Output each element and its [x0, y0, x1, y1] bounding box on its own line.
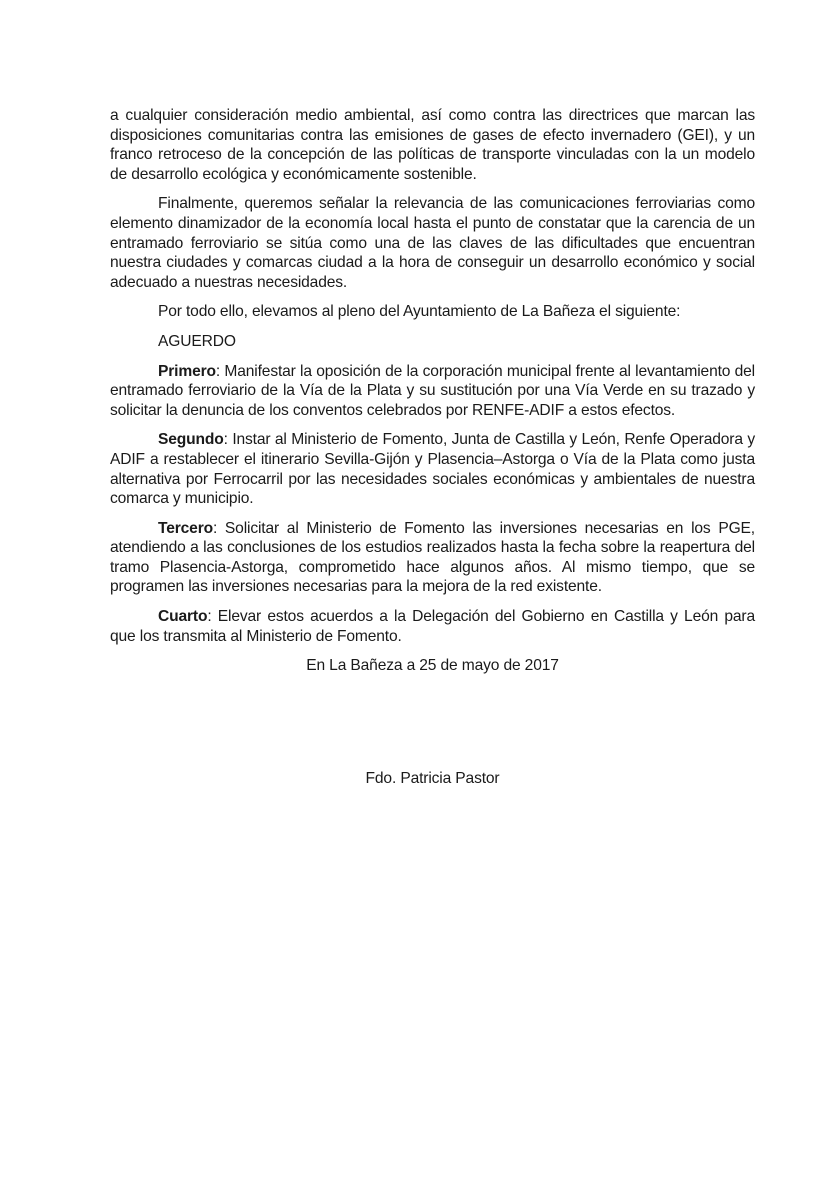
- paragraph-railway-relevance: Finalmente, queremos señalar la relevancia de las comunicaciones ferroviarias como elemento dinamizador de la economía local hasta el punto de constatar que la carencia de un entramado ferroviario se sitúa como una de las claves de las dificultades que encuentran nuestra ciudades y comarcas ciudad a la hora de conseguir un desarrollo económico y social adecuado a nuestras necesidades.: [110, 195, 755, 291]
- agreement-heading: AGUERDO: [158, 332, 236, 350]
- date-line: En La Bañeza a 25 de mayo de 2017: [306, 657, 559, 675]
- agreement-label: Segundo: [158, 431, 224, 449]
- agreement-label: Primero: [158, 362, 216, 380]
- agreement-item-second: [110, 430, 755, 508]
- agreement-text: : Elevar estos acuerdos a la Delegación del Gobierno en Castilla y León para que los transmita al Ministerio de Fomento.: [110, 608, 755, 645]
- paragraph-proposal-intro: Por todo ello, elevamos al pleno del Ayuntamiento de La Bañeza el siguiente:: [158, 303, 681, 321]
- document-page: [110, 106, 755, 798]
- agreement-label: Tercero: [158, 519, 213, 537]
- signature: Fdo. Patricia Pastor: [365, 769, 500, 787]
- agreement-item-first: [110, 362, 755, 421]
- agreement-text: : Instar al Ministerio de Fomento, Junta de Castilla y León, Renfe Operadora y ADIF a restablecer el itinerario Sevilla-Gijón y Plasencia–Astorga o Vía de la Plata como justa alternativa por Ferrocarril por las necesidades sociales económicas y ambientales de nuestra comarca y municipio.: [110, 431, 755, 508]
- agreement-text: : Solicitar al Ministerio de Fomento las inversiones necesarias en los PGE, atendiendo a las conclusiones de los estudios realizados hasta la fecha sobre la reapertura del tramo Plasencia-Astorga, comprometido hace algunos años. Al mismo tiempo, que se programen las inversiones necesarias para la mejora de la red existente.: [110, 519, 755, 596]
- agreement-item-third: [110, 519, 755, 597]
- agreement-label: Cuarto: [158, 608, 208, 626]
- paragraph-environment: a cualquier consideración medio ambiental, así como contra las directrices que marcan las disposiciones comunitarias contra las emisiones de gases de efecto invernadero (GEI), y un franco retroceso de la concepción de las políticas de transporte vinculadas con la un modelo de desarrollo ecológica y económicamente sostenible.: [110, 107, 755, 183]
- agreement-item-fourth: [110, 607, 755, 646]
- agreement-text: : Manifestar la oposición de la corporación municipal frente al levantamiento del entramado ferroviario de la Vía de la Plata y su sustitución por una Vía Verde en su trazado y solicitar la denuncia de los conventos celebrados por RENFE-ADIF a estos efectos.: [110, 362, 755, 419]
